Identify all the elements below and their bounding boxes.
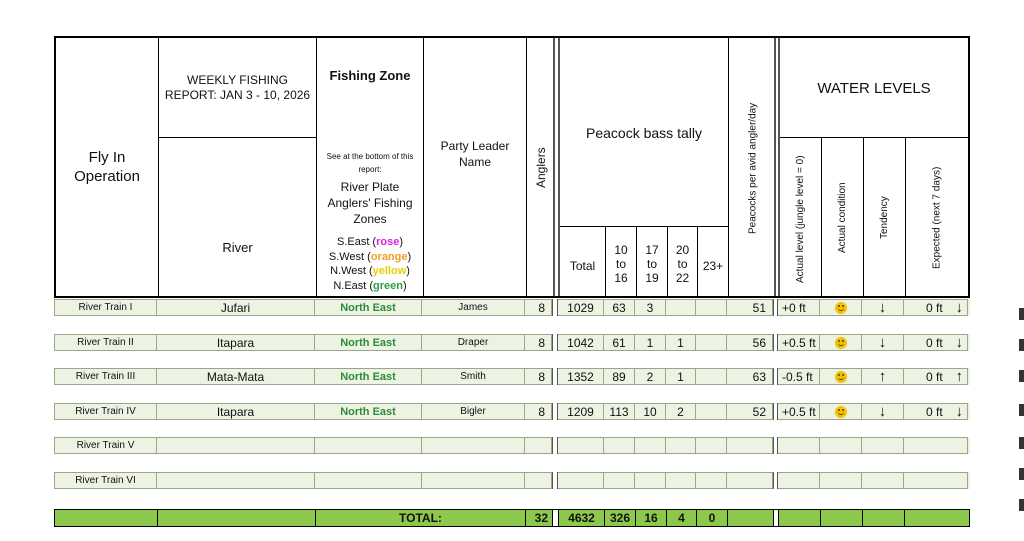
total-10-16: 326 — [605, 510, 636, 526]
row-actual-condition — [820, 334, 862, 351]
row-17-19: 10 — [635, 403, 666, 420]
arrow-down-icon: ↓ — [878, 334, 887, 351]
row-actual-condition — [820, 437, 862, 454]
row-23-plus — [696, 403, 727, 420]
row-river: Jufari — [157, 299, 315, 316]
row-expected — [904, 334, 968, 351]
row-zone — [315, 437, 422, 454]
row-actual-condition — [820, 403, 862, 420]
row-20-22 — [666, 472, 696, 489]
row-actual-condition — [820, 299, 862, 316]
water-col-expected: Expected (next 7 days) — [931, 166, 943, 270]
row-zone: North East — [315, 368, 422, 385]
row-river: Itapara — [157, 334, 315, 351]
row-10-16 — [604, 472, 635, 489]
table-header — [54, 36, 970, 298]
row-total: 1352 — [558, 368, 604, 385]
row-leader: Smith — [422, 368, 525, 385]
table-row — [54, 334, 970, 351]
arrow-down-icon: ↓ — [955, 403, 963, 420]
water-col-tendency: Tendency — [879, 196, 890, 240]
row-train: River Train III — [54, 368, 157, 385]
smiley-icon — [835, 337, 847, 349]
total-label: TOTAL: — [316, 510, 526, 526]
column-divider — [552, 368, 558, 385]
row-zone: North East — [315, 334, 422, 351]
row-leader — [422, 437, 525, 454]
column-divider — [773, 299, 778, 316]
water-col-actual-level: Actual level (jungle level = 0) — [795, 155, 806, 283]
expected-level-text: 0 ft — [926, 300, 943, 315]
river-header: River — [222, 239, 253, 255]
anglers-header: Anglers — [534, 147, 548, 189]
zone-legend-item: S.West (orange) — [328, 250, 412, 263]
row-river: Mata-Mata — [157, 368, 315, 385]
row-17-19: 3 — [635, 299, 666, 316]
column-divider — [552, 403, 558, 420]
row-per-angler — [727, 472, 773, 489]
table-row — [54, 437, 970, 454]
row-actual-level: +0.5 ft — [778, 334, 820, 351]
tally-col-10-16: 10 to 16 — [614, 243, 628, 285]
row-actual-level: +0.5 ft — [778, 403, 820, 420]
arrow-down-icon: ↓ — [955, 334, 963, 351]
smiley-icon — [835, 302, 847, 314]
row-anglers — [525, 472, 552, 489]
row-river: Itapara — [157, 403, 315, 420]
row-leader — [422, 472, 525, 489]
edge-mark — [1019, 437, 1024, 449]
row-river — [157, 472, 315, 489]
row-20-22: 1 — [666, 368, 696, 385]
column-divider — [773, 334, 778, 351]
row-expected — [904, 368, 968, 385]
row-per-angler: 56 — [727, 334, 773, 351]
row-total — [558, 437, 604, 454]
tally-col-20-22: 20 to 22 — [675, 243, 690, 285]
row-river — [157, 437, 315, 454]
row-anglers: 8 — [525, 299, 552, 316]
party-leader-header: Party Leader Name — [440, 139, 510, 169]
row-zone: North East — [315, 299, 422, 316]
row-expected — [904, 437, 968, 454]
row-tendency — [862, 403, 904, 420]
row-20-22 — [666, 299, 696, 316]
row-10-16: 63 — [604, 299, 635, 316]
column-divider — [552, 472, 558, 489]
total-17-19: 16 — [636, 510, 667, 526]
arrow-down-icon: ↓ — [955, 299, 963, 316]
row-17-19 — [635, 437, 666, 454]
row-10-16: 89 — [604, 368, 635, 385]
tally-header: Peacock bass tally — [586, 125, 702, 141]
row-tendency — [862, 472, 904, 489]
row-actual-level — [778, 472, 820, 489]
tally-col-23-plus: 23+ — [702, 259, 724, 273]
row-tendency — [862, 299, 904, 316]
zone-legend-item: S.East (rose) — [336, 236, 404, 248]
row-train: River Train VI — [54, 472, 157, 489]
row-total — [558, 472, 604, 489]
water-levels-header: WATER LEVELS — [817, 79, 931, 97]
row-23-plus — [696, 437, 727, 454]
row-10-16: 113 — [604, 403, 635, 420]
row-20-22: 1 — [666, 334, 696, 351]
row-actual-level: +0 ft — [778, 299, 820, 316]
row-23-plus — [696, 472, 727, 489]
tally-col-total: Total — [569, 259, 596, 273]
row-actual-level: -0.5 ft — [778, 368, 820, 385]
row-zone — [315, 472, 422, 489]
row-10-16 — [604, 437, 635, 454]
column-divider — [773, 437, 778, 454]
row-expected — [904, 403, 968, 420]
total-row — [54, 509, 970, 527]
edge-mark — [1019, 370, 1024, 382]
row-train: River Train IV — [54, 403, 157, 420]
row-per-angler: 63 — [727, 368, 773, 385]
table-row — [54, 472, 970, 489]
row-train: River Train V — [54, 437, 157, 454]
row-23-plus — [696, 368, 727, 385]
column-divider — [773, 368, 778, 385]
zone-legend-item: N.West (yellow) — [330, 265, 410, 277]
edge-mark — [1019, 468, 1024, 480]
expected-level-text: 0 ft — [926, 369, 943, 384]
table-row — [54, 299, 970, 316]
tally-col-17-19: 17 to 19 — [645, 243, 659, 285]
row-anglers: 8 — [525, 368, 552, 385]
row-per-angler: 51 — [727, 299, 773, 316]
row-expected — [904, 472, 968, 489]
row-per-angler: 52 — [727, 403, 773, 420]
row-20-22 — [666, 437, 696, 454]
row-anglers — [525, 437, 552, 454]
per-angler-header: Peacocks per avid angler/day — [747, 102, 759, 234]
fly-in-operation-header: Fly In Operation — [74, 149, 140, 185]
total-20-22: 4 — [667, 510, 697, 526]
column-divider — [773, 472, 778, 489]
row-train: River Train I — [54, 299, 157, 316]
table-row — [54, 403, 970, 420]
zone-note-small: See at the bottom of this report: — [326, 152, 414, 174]
row-17-19: 2 — [635, 368, 666, 385]
row-leader: Draper — [422, 334, 525, 351]
edge-mark — [1019, 404, 1024, 416]
total-anglers: 32 — [526, 510, 553, 526]
column-divider — [552, 299, 558, 316]
row-zone: North East — [315, 403, 422, 420]
row-leader: James — [422, 299, 525, 316]
water-col-actual-condition: Actual condition — [837, 182, 848, 254]
zone-note-big: River Plate Anglers' Fishing Zones — [327, 180, 413, 226]
arrow-up-icon: ↑ — [955, 368, 963, 385]
row-train: River Train II — [54, 334, 157, 351]
expected-level-text: 0 ft — [926, 335, 943, 350]
row-tendency — [862, 334, 904, 351]
table-row — [54, 368, 970, 385]
report-title: WEEKLY FISHING REPORT: JAN 3 - 10, 2026 — [164, 72, 311, 102]
row-actual-condition — [820, 472, 862, 489]
arrow-down-icon: ↓ — [878, 403, 887, 420]
row-20-22: 2 — [666, 403, 696, 420]
row-total: 1209 — [558, 403, 604, 420]
zone-legend-item: N.East (green) — [333, 279, 407, 292]
row-expected — [904, 299, 968, 316]
column-divider — [552, 437, 558, 454]
row-10-16: 61 — [604, 334, 635, 351]
column-divider — [552, 334, 558, 351]
edge-mark — [1019, 499, 1024, 511]
smiley-icon — [835, 406, 847, 418]
edge-mark — [1019, 339, 1024, 351]
row-17-19: 1 — [635, 334, 666, 351]
row-tendency — [862, 437, 904, 454]
zones-legend — [317, 235, 423, 293]
row-anglers: 8 — [525, 403, 552, 420]
row-total: 1042 — [558, 334, 604, 351]
total-count: 4632 — [559, 510, 605, 526]
row-23-plus — [696, 334, 727, 351]
row-tendency — [862, 368, 904, 385]
row-actual-condition — [820, 368, 862, 385]
expected-level-text: 0 ft — [926, 404, 943, 419]
row-per-angler — [727, 437, 773, 454]
row-total: 1029 — [558, 299, 604, 316]
fishing-zone-header: Fishing Zone — [329, 68, 411, 83]
smiley-icon — [835, 371, 847, 383]
row-leader: Bigler — [422, 403, 525, 420]
arrow-up-icon: ↑ — [878, 368, 887, 385]
row-anglers: 8 — [525, 334, 552, 351]
total-23-plus: 0 — [697, 510, 728, 526]
row-17-19 — [635, 472, 666, 489]
edge-mark — [1019, 308, 1024, 320]
column-divider — [773, 403, 778, 420]
row-actual-level — [778, 437, 820, 454]
arrow-down-icon: ↓ — [878, 299, 887, 316]
row-23-plus — [696, 299, 727, 316]
